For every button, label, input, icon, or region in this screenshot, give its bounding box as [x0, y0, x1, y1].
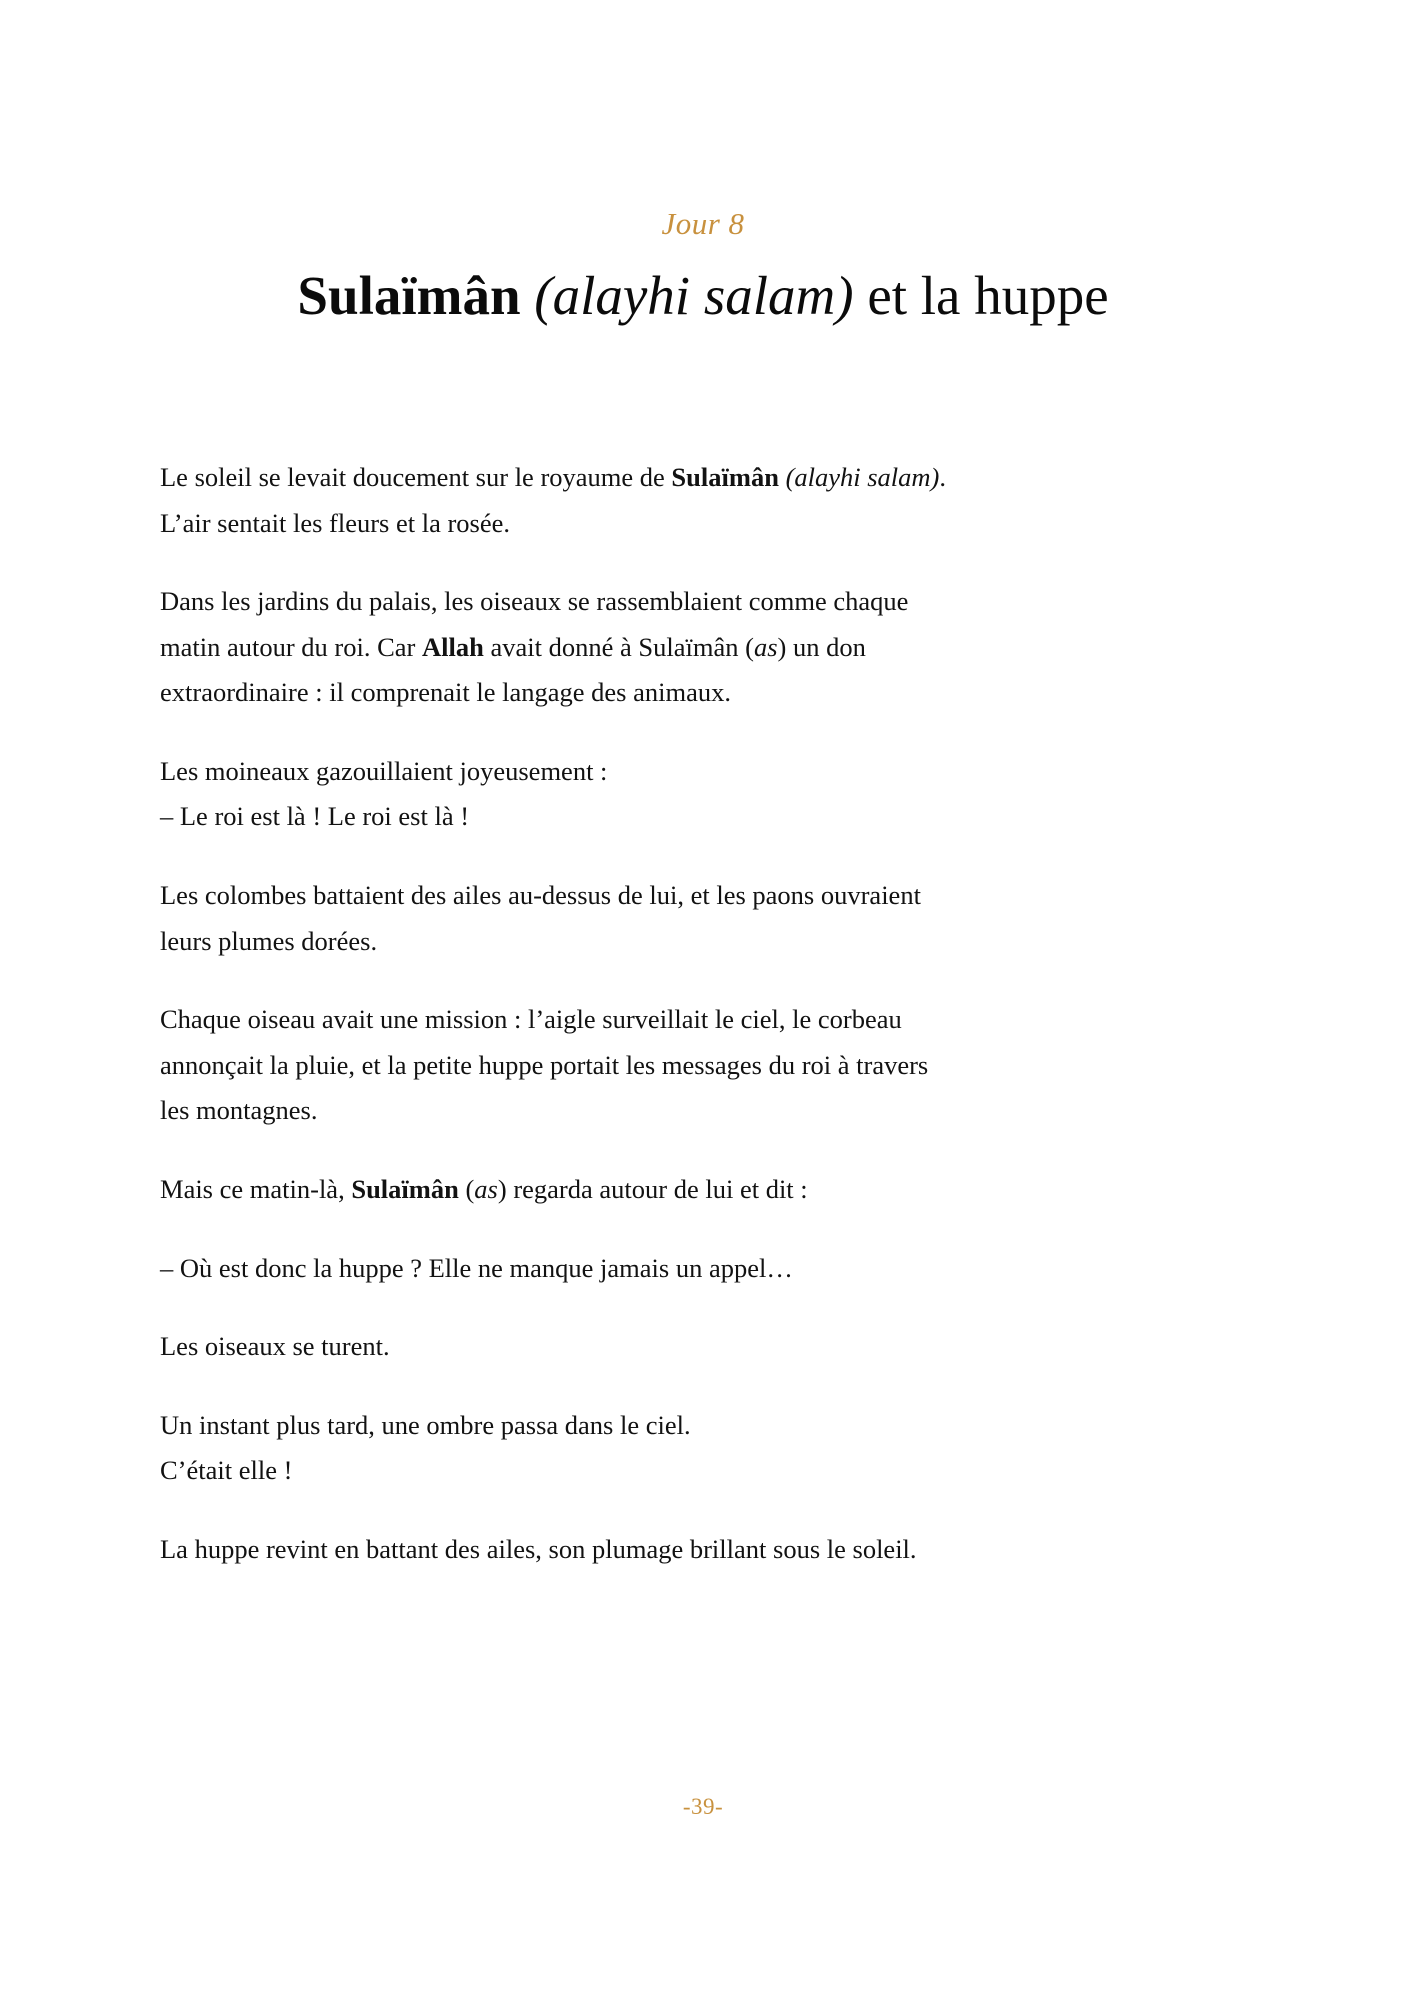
run-bold-sulaiman: Sulaïmân — [671, 462, 779, 492]
run-text: avait donné à Sulaïmân ( — [483, 631, 754, 662]
page-title — [0, 265, 1406, 327]
paragraph-7-dialogue: – Où est donc la huppe ? Elle ne manque jamais un appel… — [160, 1252, 793, 1283]
title-part-gap — [854, 265, 868, 326]
paragraph-6 — [160, 1167, 950, 1213]
paragraph-2 — [160, 579, 950, 716]
page-number: -39- — [682, 1794, 724, 1819]
run-text: ( — [458, 1173, 475, 1204]
run-text: . L’air sentait les fleurs et la rosée. — [160, 462, 947, 538]
paragraph-9 — [160, 1403, 950, 1494]
title-part-rest: et la huppe — [867, 265, 1109, 326]
run-space — [779, 462, 786, 492]
run-bold-allah: Allah — [422, 631, 484, 662]
day-label: Jour 8 — [661, 206, 745, 241]
narrative-line: Un instant plus tard, une ombre passa dans le ciel. — [160, 1409, 691, 1440]
title-part-name: Sulaïmân — [297, 265, 521, 326]
run-text: Mais ce matin-là, — [160, 1173, 352, 1204]
run-italic-honorific: (alayhi salam) — [785, 462, 940, 492]
run-text: Le soleil se levait doucement sur le royaume de — [160, 462, 672, 492]
run-text: ) regarda autour de lui et dit : — [497, 1173, 808, 1204]
chapter-header — [0, 208, 1406, 327]
paragraph-10: La huppe revint en battant des ailes, son plumage brillant sous le soleil. — [160, 1533, 917, 1564]
title-part-honorific-space — [521, 265, 535, 326]
run-text: Dans les jardins du palais, les oiseaux se rassemblaient comme chaque matin autour du roi. Car — [160, 586, 909, 662]
title-part-honorific: (alayhi salam) — [534, 265, 854, 326]
page-footer — [0, 1795, 1406, 1819]
story-body — [160, 455, 950, 1572]
run-text: ) un don extraordinaire : il comprenait le langage des animaux. — [160, 631, 866, 708]
dialogue-line: – Le roi est là ! Le roi est là ! — [160, 801, 470, 832]
run-bold-sulaiman: Sulaïmân — [351, 1173, 459, 1204]
run-italic-as: as — [474, 1173, 498, 1204]
run-italic-as: as — [753, 631, 778, 662]
dialogue-intro-line: Les moineaux gazouillaient joyeusement : — [160, 755, 608, 786]
paragraph-1 — [160, 455, 950, 546]
narrative-line: C’était elle ! — [160, 1455, 293, 1486]
paragraph-3-dialogue — [160, 749, 950, 840]
paragraph-4: Les colombes battaient des ailes au-dessus de lui, et les paons ouvraient leurs plumes dorées. — [160, 880, 921, 956]
paragraph-8: Les oiseaux se turent. — [160, 1331, 390, 1362]
paragraph-5: Chaque oiseau avait une mission : l’aigle surveillait le ciel, le corbeau annonçait la pluie, et la petite huppe portait les messages du roi à travers les montagnes. — [160, 1004, 929, 1126]
